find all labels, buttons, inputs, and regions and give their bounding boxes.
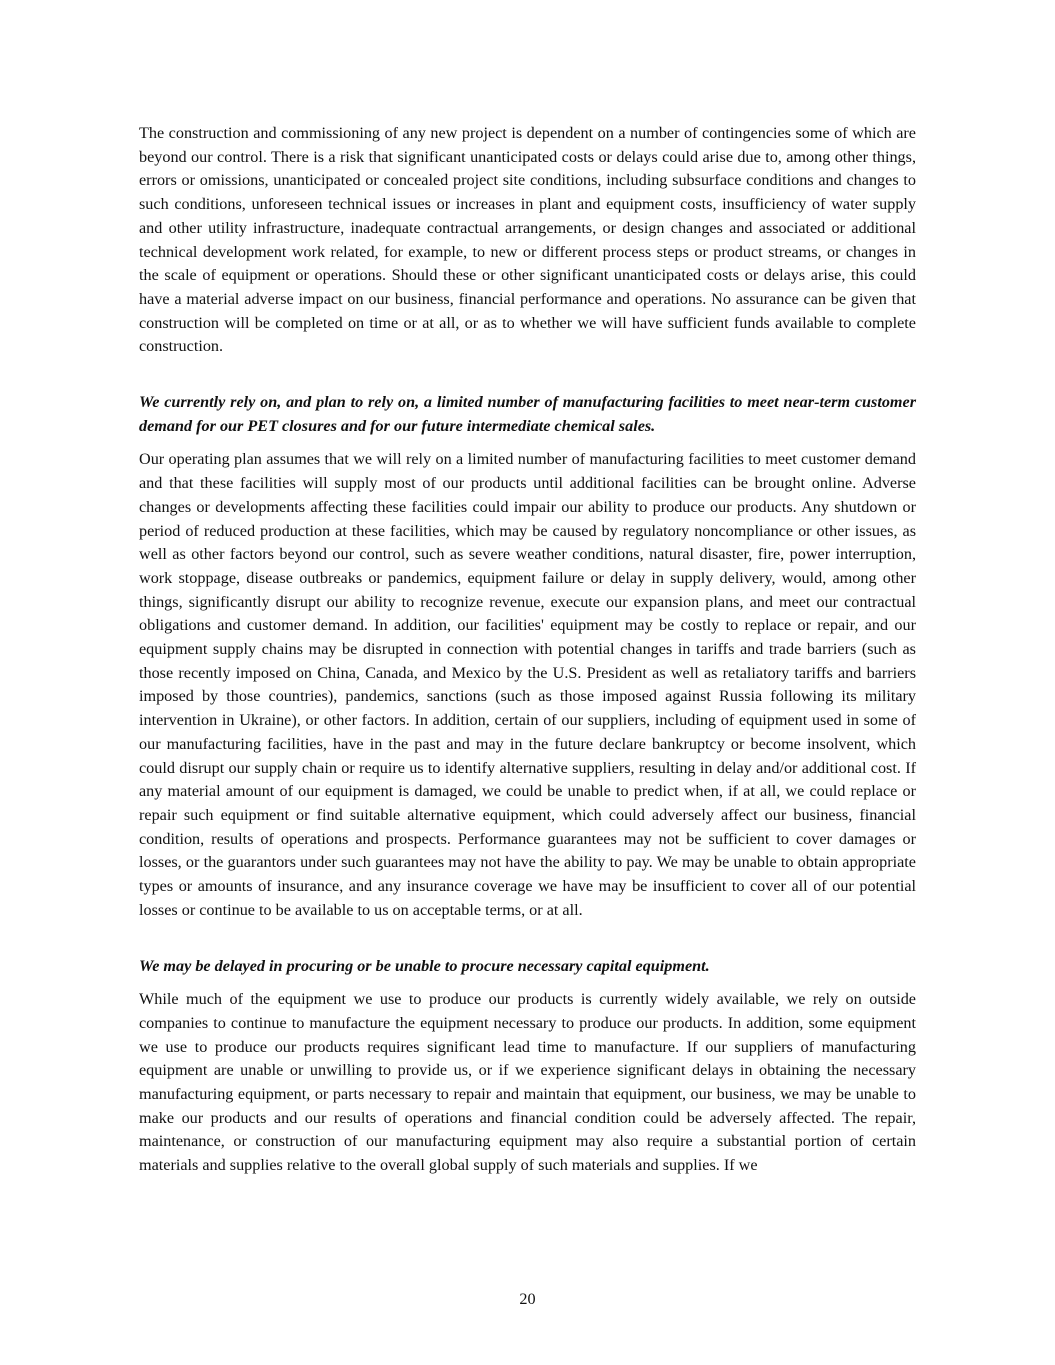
heading-manufacturing-facilities: We currently rely on, and plan to rely on, a limited number of manufacturing facilities to meet near-term customer demand for our PET closures and for our future intermediate chemical sales. xyxy=(139,393,916,435)
paragraph-equipment-supply: While much of the equipment we use to produce our products is currently widely available, we rely on outside companies to continue to manufacture the equipment necessary to produce our products. In addition, some equipment we use to produce our products requires significant lead time to manufacture. If our suppliers of manufacturing equipment are unable or unwilling to provide us, or if we experience significant delays in obtaining the necessary manufacturing equipment, or parts necessary to repair and maintain that equipment, our business, we may be unable to make our products and our results of operations and financial condition could be adversely affected. The repair, maintenance, or construction of our manufacturing equipment may also require a substantial portion of certain materials and supplies relative to the overall global supply of such materials and supplies. If we xyxy=(139,990,916,1175)
page-number: 20 xyxy=(519,1290,536,1308)
paragraph-construction-risk: The construction and commissioning of any new project is dependent on a number of contingencies some of which are beyond our control. There is a risk that significant unanticipated costs or delays could arise due to, among other things, errors or omissions, unanticipated or concealed project site conditions, including subsurface conditions and changes to such conditions, unforeseen technical issues or increases in plant and equipment costs, insufficiency of water supply and other utility infrastructure, inadequate contractual arrangements, or design changes and associated or additional technical development work related, for example, to new or different process steps or product streams, or changes in the scale of equipment or operations. Should these or other significant unanticipated costs or delays arise, this could have a material adverse impact on our business, financial performance and operations. No assurance can be given that construction will be completed on time or at all, or as to whether we will have sufficient funds available to complete construction. xyxy=(139,124,916,356)
heading-capital-equipment: We may be delayed in procuring or be unable to procure necessary capital equipment. xyxy=(139,956,710,975)
document-body xyxy=(139,122,916,1178)
paragraph-operating-plan: Our operating plan assumes that we will rely on a limited number of manufacturing facilities to meet customer demand and that these facilities will supply most of our products until additional facilities can be brought online. Adverse changes or developments affecting these facilities could impair our ability to produce our products. Any shutdown or period of reduced production at these facilities, which may be caused by regulatory noncompliance or other issues, as well as other factors beyond our control, such as severe weather conditions, natural disaster, fire, power interruption, work stoppage, disease outbreaks or pandemics, equipment failure or delay in supply delivery, would, among other things, significantly disrupt our ability to recognize revenue, execute our expansion plans, and meet our contractual obligations and customer demand. In addition, our facilities' equipment may be costly to replace or repair, and our equipment supply chains may be disrupted in connection with potential changes in tariffs and trade barriers (such as those recently imposed on China, Canada, and Mexico by the U.S. President as well as retaliatory tariffs and barriers imposed by those countries), pandemics, sanctions (such as those imposed against Russia following its military intervention in Ukraine), or other factors. In addition, certain of our suppliers, including of equipment used in some of our manufacturing facilities, have in the past and may in the future declare bankruptcy or become insolvent, which could disrupt our supply chain or require us to identify alternative suppliers, resulting in delay and/or additional cost. If any material amount of our equipment is damaged, we could be unable to predict when, if at all, we could replace or repair such equipment or find suitable alternative equipment, which could adversely affect our business, financial condition, results of operations and prospects. Performance guarantees may not be sufficient to cover damages or losses, or the guarantors under such guarantees may not have the ability to pay. We may be unable to obtain appropriate types or amounts of insurance, and any insurance coverage we have may be insufficient to cover all of our potential losses or continue to be available to us on acceptable terms, or at all. xyxy=(139,450,916,919)
